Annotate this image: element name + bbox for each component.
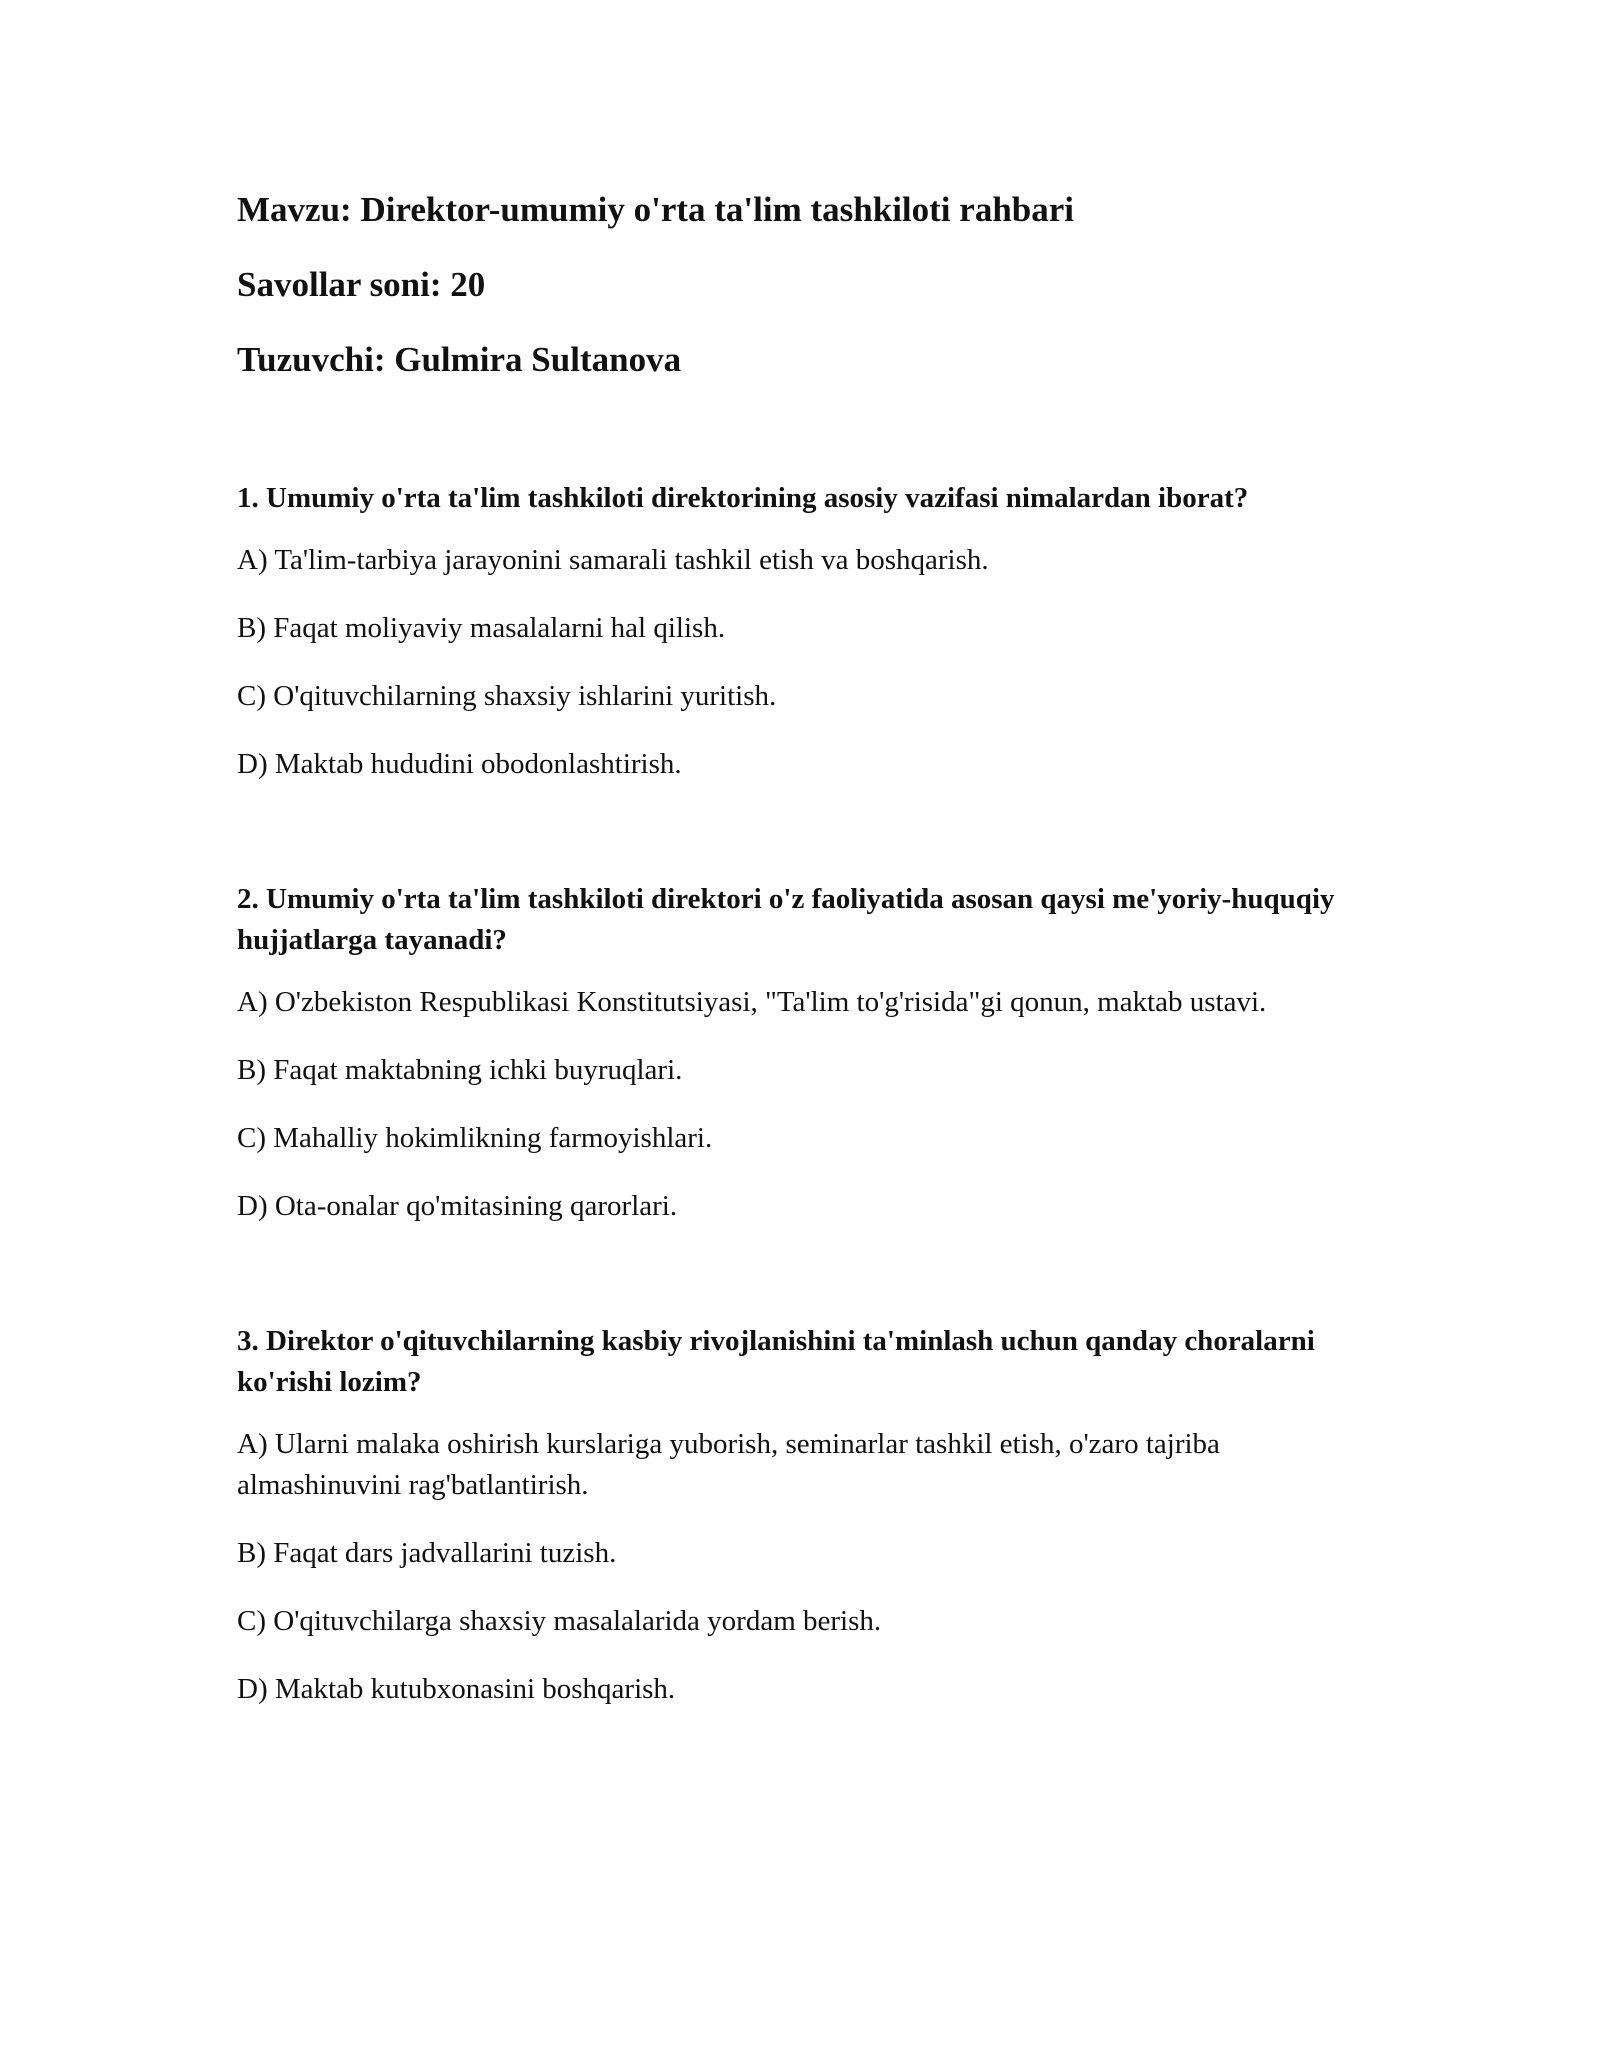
answer-option-a: A) O'zbekiston Respublikasi Konstitutsiyasi, "Ta'lim to'g'risida"gi qonun, maktab ustavi. <box>237 986 1267 1018</box>
answer-option-b: B) Faqat moliyaviy masalalarni hal qilish. <box>237 612 726 644</box>
question-text: 3. Direktor o'qituvchilarning kasbiy rivojlanishini ta'minlash uchun qanday choralarni ko'rishi lozim? <box>237 1325 1315 1398</box>
answer-option-c: C) Mahalliy hokimlikning farmoyishlari. <box>237 1122 713 1154</box>
answer-option-c: C) O'qituvchilarga shaxsiy masalalarida yordam berish. <box>237 1605 882 1637</box>
question-list <box>237 478 1377 1804</box>
answer-option-d: D) Maktab kutubxonasini boshqarish. <box>237 1673 676 1705</box>
answer-option-c: C) O'qituvchilarning shaxsiy ishlarini yuritish. <box>237 680 777 712</box>
author-heading: Tuzuvchi: Gulmira Sultanova <box>237 340 682 379</box>
answer-option-d: D) Maktab hududini obodonlashtirish. <box>237 748 682 780</box>
topic-heading: Mavzu: Direktor-umumiy o'rta ta'lim tashkiloti rahbari <box>237 190 1075 229</box>
answer-option-a: A) Ularni malaka oshirish kurslariga yuborish, seminarlar tashkil etish, o'zaro tajriba almashinuvini rag'batlantirish. <box>237 1428 1220 1501</box>
question-count-heading: Savollar soni: 20 <box>237 265 486 304</box>
question-1 <box>237 478 1377 785</box>
answer-option-b: B) Faqat dars jadvallarini tuzish. <box>237 1537 617 1569</box>
answer-option-a: A) Ta'lim-tarbiya jarayonini samarali tashkil etish va boshqarish. <box>237 544 989 576</box>
answer-option-b: B) Faqat maktabning ichki buyruqlari. <box>237 1054 683 1086</box>
question-2 <box>237 879 1377 1227</box>
question-3 <box>237 1321 1377 1710</box>
question-text: 1. Umumiy o'rta ta'lim tashkiloti direktorining asosiy vazifasi nimalardan iborat? <box>237 482 1249 514</box>
question-text: 2. Umumiy o'rta ta'lim tashkiloti direktori o'z faoliyatida asosan qaysi me'yoriy-huquqiy hujjatlarga tayanadi? <box>237 883 1335 956</box>
document-header <box>237 185 1437 410</box>
answer-option-d: D) Ota-onalar qo'mitasining qarorlari. <box>237 1190 678 1222</box>
